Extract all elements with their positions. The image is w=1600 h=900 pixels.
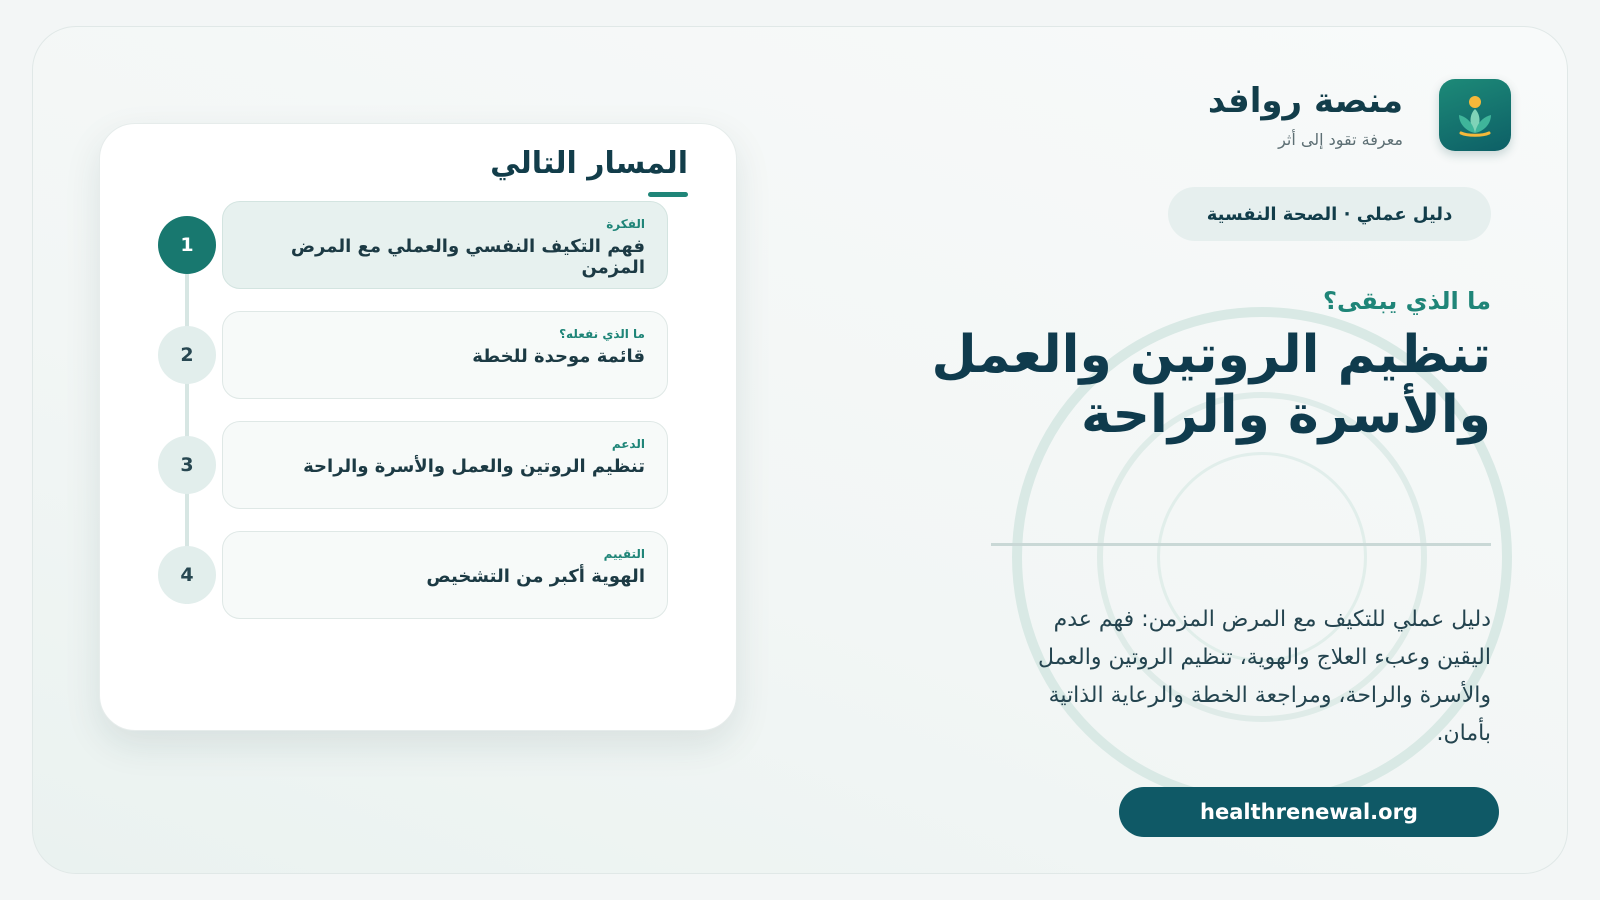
step-text: تنظيم الروتين والعمل والأسرة والراحة bbox=[303, 456, 645, 477]
step-text: قائمة موحدة للخطة bbox=[472, 346, 645, 367]
step-text: الهوية أكبر من التشخيص bbox=[426, 566, 645, 587]
hero-kicker: ما الذي يبقى؟ bbox=[1323, 287, 1491, 315]
step-label: الدعم bbox=[611, 437, 645, 451]
step-label: الفكرة bbox=[606, 217, 645, 231]
hero-summary: دليل عملي للتكيف مع المرض المزمن: فهم عدم اليقين وعبء العلاج والهوية، تنظيم الروتين والعمل والأسرة والراحة، ومراجعة الخطة والرعاية الذاتية بأمان. bbox=[1038, 607, 1491, 746]
step-text: فهم التكيف النفسي والعملي مع المرض المزمن bbox=[290, 236, 645, 278]
step-item-1[interactable] bbox=[222, 201, 668, 289]
step-item-3[interactable] bbox=[222, 421, 668, 509]
divider bbox=[991, 543, 1491, 546]
step-number: 3 bbox=[158, 436, 216, 494]
brand-header bbox=[1208, 79, 1511, 151]
step-item-2[interactable] bbox=[222, 311, 668, 399]
step-label: التقييم bbox=[603, 547, 645, 561]
brand-tagline: معرفة تقود إلى أثر bbox=[1278, 129, 1403, 149]
step-number: 1 bbox=[158, 216, 216, 274]
brand-name: منصة روافد bbox=[1207, 81, 1403, 122]
card-title: المسار التالي bbox=[490, 146, 688, 181]
lotus-icon bbox=[1439, 79, 1511, 151]
hero-headline: تنظيم الروتين والعمل والأسرة والراحة bbox=[931, 325, 1491, 445]
step-number: 4 bbox=[158, 546, 216, 604]
site-url-button[interactable]: healthrenewal.org bbox=[1119, 787, 1499, 837]
step-label: ما الذي نفعله؟ bbox=[559, 327, 645, 341]
step-item-4[interactable] bbox=[222, 531, 668, 619]
brand-text bbox=[1208, 81, 1403, 149]
path-card bbox=[99, 123, 737, 731]
slide-frame bbox=[32, 26, 1568, 874]
step-number: 2 bbox=[158, 326, 216, 384]
topic-pill: دليل عملي · الصحة النفسية bbox=[1168, 187, 1491, 241]
card-title-underline bbox=[648, 192, 688, 197]
